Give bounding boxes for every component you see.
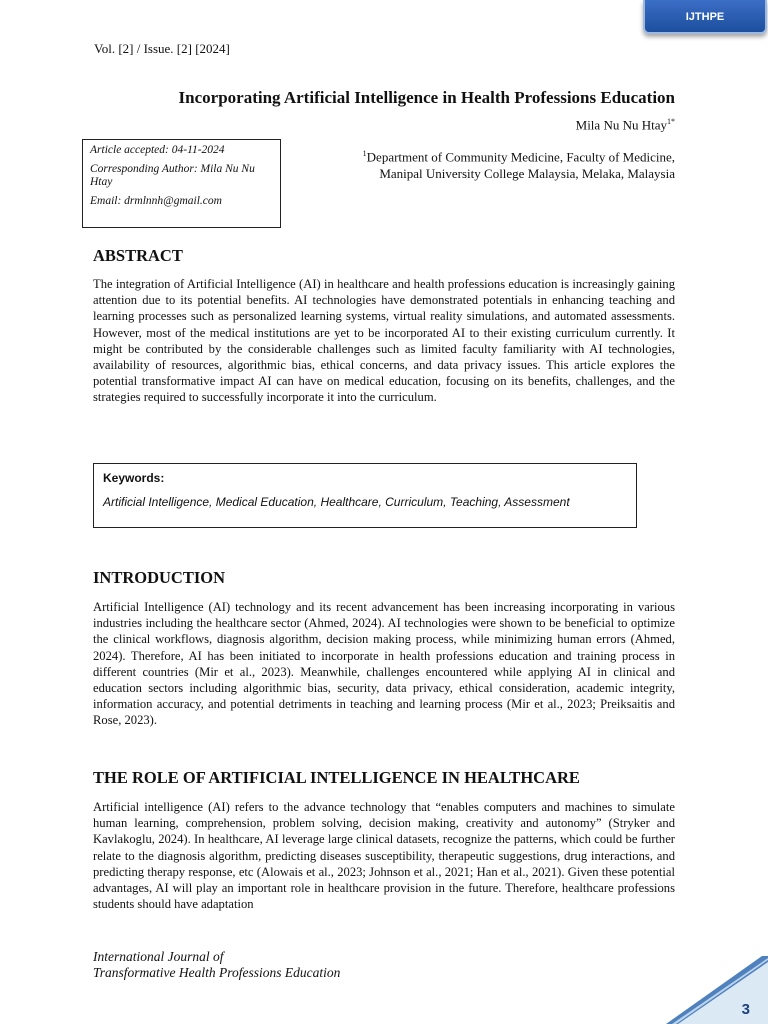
abstract-heading: ABSTRACT [93, 246, 183, 265]
article-info-box [82, 139, 281, 228]
page-corner-decoration [658, 954, 768, 1024]
journal-badge: IJTHPE [643, 0, 767, 34]
volume-issue: Vol. [2] / Issue. [2] [2024] [94, 41, 230, 56]
journal-line-1: International Journal of [93, 949, 224, 964]
keywords-label: Keywords: [103, 471, 165, 485]
corresponding-author: Corresponding Author: Mila Nu Nu Htay [90, 163, 255, 188]
affiliation-superscript: 1 [362, 149, 367, 158]
role-heading: THE ROLE OF ARTIFICIAL INTELLIGENCE IN HEALTHCARE [93, 768, 580, 787]
introduction-text: Artificial Intelligence (AI) technology and its recent advancement has been increasing incorporating in various industries including the healthcare sector (Ahmed, 2024). AI technologies were shown to be beneficial to optimize the clinical workflows, diagnosis algorithm, decision making process, while minimizing human errors (Ahmed, 2024). Therefore, AI has been initiated to incorporate in health professions education and training process in different countries (Mir et al., 2023). Meanwhile, challenges encountered while applying AI in clinical and education sectors including algorithmic bias, security, data privacy, ethical consideration, academic integrity, information accuracy, and potential detriments in teaching and learning process (Mir et al., 2023; Preiksaitis and Rose, 2023). [93, 600, 675, 728]
affiliation-line-2: Manipal University College Malaysia, Melaka, Malaysia [379, 166, 675, 182]
affiliation-line-1-text: Department of Community Medicine, Faculty of Medicine, [366, 149, 675, 165]
accepted-date: Article accepted: 04-11-2024 [90, 144, 225, 156]
article-title: Incorporating Artificial Intelligence in Health Professions Education [178, 88, 675, 107]
role-text: Artificial intelligence (AI) refers to the advance technology that “enables computers and machines to simulate human learning, comprehension, problem solving, decision making, creativity and autonomy” (Stryker and Kavlakoglu, 2024). In healthcare, AI leverage large clinical datasets, recognize the patterns, which could be further relate to the diagnosis algorithm, predicting diseases susceptibility, therapeutic suggestions, drug interactions, and predicting therapy response, etc (Alowais et al., 2023; Johnson et al., 2021; Han et al., 2021). Given these potential advantages, AI will play an important role in healthcare provision in the future. Therefore, healthcare professions students should have adaptation [93, 800, 675, 912]
author-name: Mila Nu Nu Htay [575, 117, 667, 133]
affiliation [320, 145, 675, 182]
affiliation-line-1 [320, 145, 675, 165]
introduction-heading: INTRODUCTION [93, 568, 226, 587]
keywords-list: Artificial Intelligence, Medical Education, Healthcare, Curriculum, Teaching, Assessment [103, 495, 570, 509]
abstract-text: The integration of Artificial Intelligence (AI) in healthcare and health professions education is increasingly gaining attention due to its potential benefits. AI technologies have demonstrated potentials in enhancing teaching and learning processes such as personalized learning systems, virtual reality simulations, and automated assessments. However, most of the medical institutions are yet to be incorporated AI to their existing curriculum currently. It might be contributed by the considerable challenges such as limited faculty familiarity with AI technologies, availability of resources, algorithmic bias, ethical concerns, and data privacy issues. This article explores the potential transformative impact AI can have on medical education, focusing on its benefits, challenges, and the strategies required to successfully incorporate it into the curriculum. [93, 277, 675, 405]
journal-line-2: Transformative Health Professions Education [93, 965, 341, 980]
author-email: Email: drmlnnh@gmail.com [90, 195, 222, 207]
author-line [400, 117, 675, 133]
author-superscript: 1* [667, 117, 675, 126]
keywords-box [93, 463, 637, 528]
journal-name [93, 949, 340, 981]
page-number: 3 [741, 1001, 750, 1018]
